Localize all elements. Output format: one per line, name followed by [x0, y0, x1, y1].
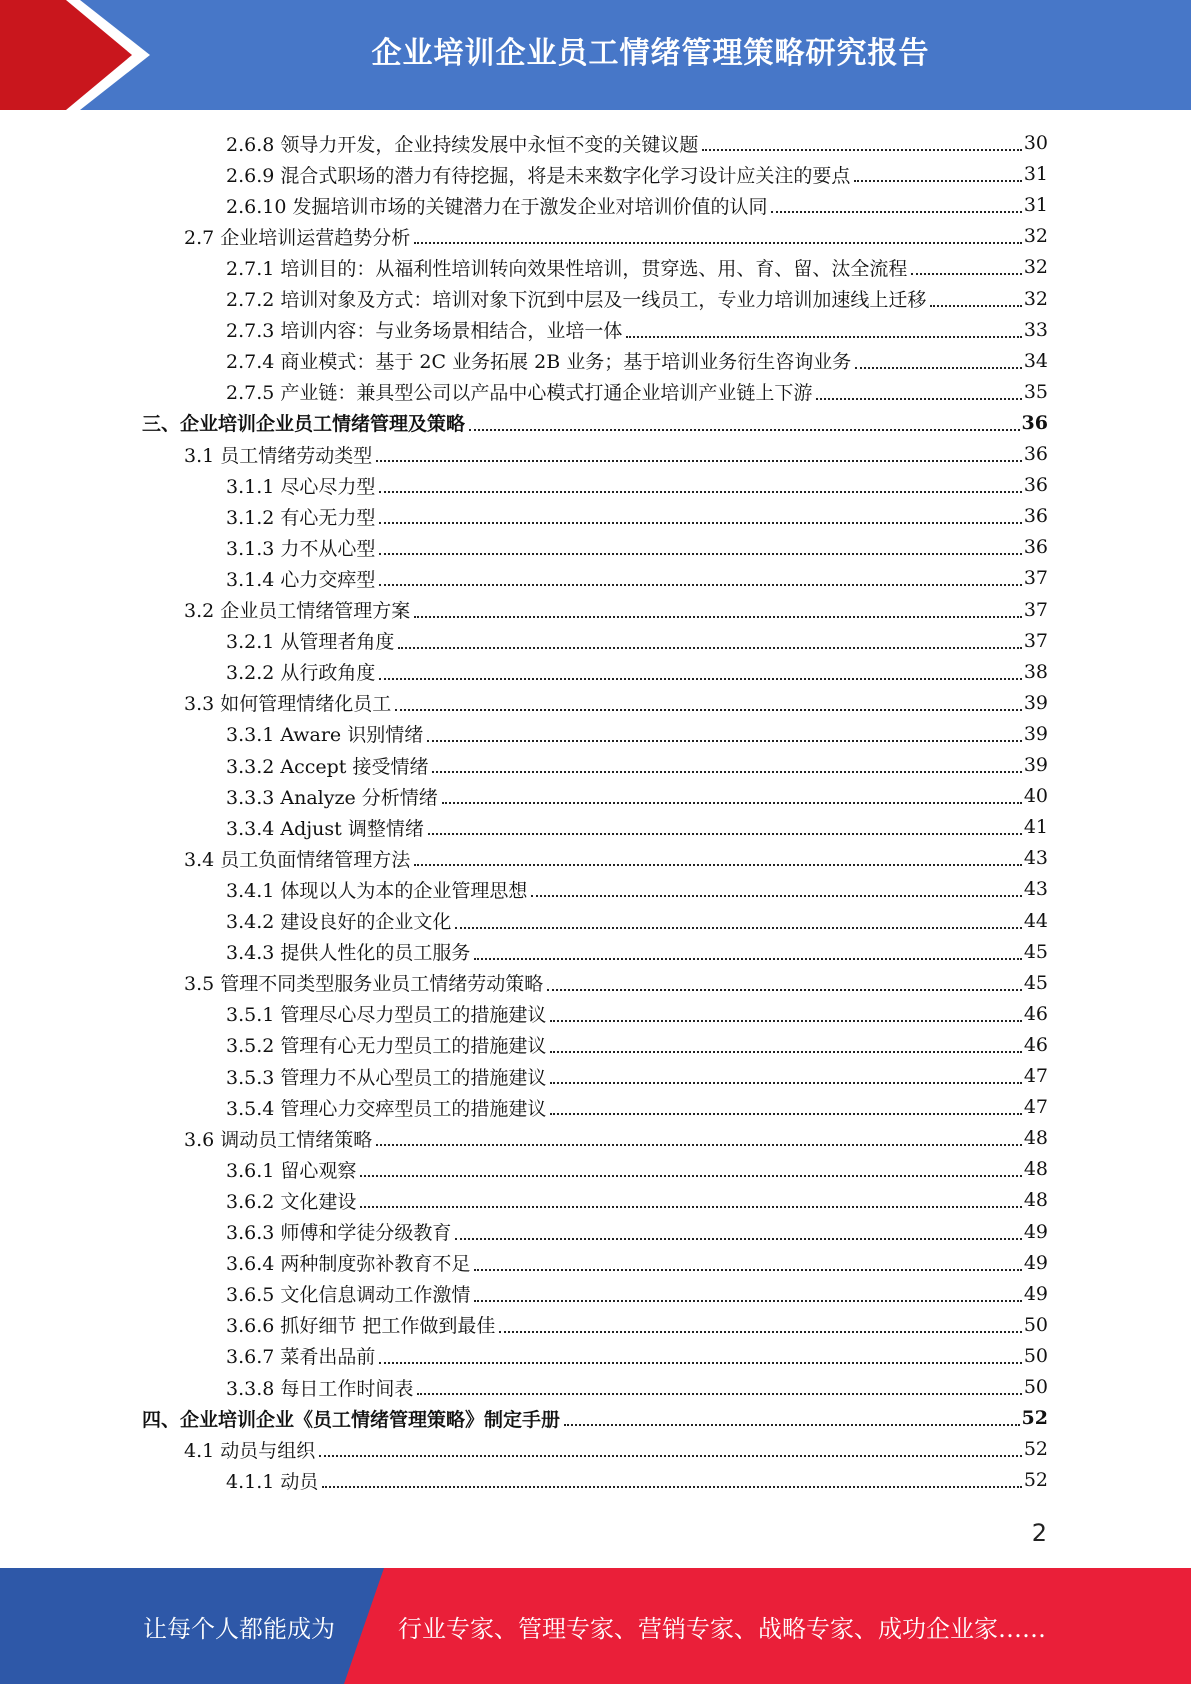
toc-entry[interactable] [184, 688, 1048, 718]
toc-entry-label: 3.2 企业员工情绪管理方案 [184, 600, 411, 622]
toc-entry-label: 3.3.1 Aware 识别情绪 [226, 724, 424, 747]
toc-entry-label: 2.6.9 混合式职场的潜力有待挖掘，将是未来数字化学习设计应关注的要点 [226, 164, 851, 187]
toc-entry-page: 33 [1023, 318, 1048, 341]
toc-dot-leader [417, 1371, 1021, 1395]
toc-entry-page: 41 [1023, 816, 1048, 839]
toc-entry[interactable] [226, 1092, 1048, 1122]
toc-entry-page: 49 [1023, 1220, 1048, 1243]
toc-entry-page: 34 [1023, 349, 1048, 372]
toc-entry[interactable] [226, 563, 1048, 593]
toc-entry-page: 31 [1023, 194, 1048, 217]
toc-entry-page: 43 [1023, 878, 1048, 901]
toc-entry[interactable] [226, 1279, 1048, 1309]
toc-entry-page: 52 [1021, 1407, 1048, 1430]
toc-entry[interactable] [226, 1061, 1048, 1091]
toc-entry-page: 39 [1023, 754, 1048, 776]
toc-entry-label: 3.2.1 从管理者角度 [226, 631, 395, 654]
toc-entry-label: 3.1.4 心力交瘁型 [226, 568, 376, 591]
toc-entry-page: 43 [1023, 847, 1048, 870]
toc-dot-leader [771, 189, 1021, 213]
toc-dot-leader [854, 158, 1021, 182]
toc-dot-leader [550, 1029, 1021, 1053]
toc-entry-page: 50 [1023, 1313, 1048, 1336]
toc-entry[interactable] [226, 657, 1048, 687]
toc-dot-leader [816, 376, 1021, 400]
toc-entry-page: 50 [1023, 1344, 1048, 1367]
toc-entry[interactable] [226, 470, 1048, 500]
toc-entry-page: 46 [1023, 1033, 1048, 1056]
toc-dot-leader [911, 251, 1021, 275]
document-title: 企业培训企业员工情绪管理策略研究报告 [371, 36, 930, 71]
toc-entry[interactable] [226, 1217, 1048, 1247]
toc-entry-page: 39 [1023, 691, 1048, 714]
toc-entry-label: 4.1.1 动员 [226, 1470, 319, 1493]
toc-dot-leader [930, 283, 1021, 307]
toc-dot-leader [626, 314, 1021, 338]
toc-entry[interactable] [226, 1372, 1048, 1402]
footer-slogan-left: 让每个人都能成为 [143, 1614, 335, 1643]
toc-entry-page: 36 [1021, 411, 1048, 434]
toc-entry-label: 3.5.4 管理心力交瘁型员工的措施建议 [226, 1097, 547, 1120]
toc-entry-label: 3.3.2 Accept 接受情绪 [226, 755, 429, 778]
toc-dot-leader [855, 345, 1022, 369]
toc-entry-page: 45 [1023, 940, 1048, 963]
toc-entry-label: 2.6.8 领导力开发，企业持续发展中永恒不变的关键议题 [226, 133, 699, 156]
toc-entry-label: 3.3 如何管理情绪化员工 [184, 693, 392, 716]
toc-entry[interactable] [226, 812, 1048, 842]
toc-entry[interactable] [226, 1185, 1048, 1215]
toc-entry[interactable] [226, 999, 1048, 1029]
toc-entry[interactable] [184, 1434, 1048, 1464]
toc-entry[interactable] [226, 781, 1048, 811]
toc-entry-page: 50 [1023, 1376, 1048, 1398]
footer-slogan-right: 行业专家、管理专家、营销专家、战略专家、成功企业家…… [398, 1614, 1046, 1643]
toc-entry-label: 3.6.7 菜肴出品前 [226, 1346, 376, 1369]
toc-entry-label: 2.7.1 培训目的：从福利性培训转向效果性培训，贯穿选、用、育、留、汰全流程 [226, 257, 908, 280]
toc-dot-leader [564, 1402, 1020, 1426]
toc-dot-leader [414, 220, 1022, 244]
toc-entry-label: 3.6.3 师傅和学徒分级教育 [226, 1222, 452, 1244]
toc-entry-page: 45 [1023, 971, 1048, 994]
toc-entry-label: 2.6.10 发掘培训市场的关键潜力在于激发企业对培训价值的认同 [226, 195, 768, 218]
toc-entry-label: 3.1.2 有心无力型 [226, 506, 376, 529]
toc-dot-leader [550, 1091, 1021, 1115]
toc-entry-label: 3.5.3 管理力不从心型员工的措施建议 [226, 1066, 547, 1089]
toc-dot-leader [414, 842, 1022, 866]
toc-dot-leader [379, 469, 1021, 493]
toc-entry-label: 3.3.3 Analyze 分析情绪 [226, 786, 438, 809]
toc-dot-leader [499, 1309, 1021, 1333]
toc-dot-leader [395, 687, 1022, 711]
toc-entry-label: 2.7 企业培训运营趋势分析 [184, 226, 411, 249]
page-number: 2 [1031, 1519, 1047, 1547]
toc-dot-leader [474, 1247, 1021, 1271]
toc-dot-leader [319, 1433, 1022, 1457]
toc-entry[interactable] [226, 315, 1048, 345]
toc-entry-page: 35 [1023, 380, 1048, 403]
toc-dot-leader [376, 1122, 1022, 1146]
toc-entry[interactable] [184, 843, 1048, 873]
toc-entry-label: 3.4.3 提供人性化的员工服务 [226, 942, 471, 965]
toc-entry-page: 36 [1023, 536, 1048, 559]
toc-entry[interactable] [226, 346, 1048, 376]
toc-entry-page: 47 [1023, 1065, 1048, 1087]
toc-entry-page: 48 [1023, 1189, 1048, 1212]
toc-dot-leader [360, 1184, 1021, 1208]
toc-entry[interactable] [226, 626, 1048, 656]
toc-entry-label: 3.6.2 文化建设 [226, 1190, 357, 1213]
toc-entry-page: 48 [1023, 1158, 1048, 1181]
toc-dot-leader [322, 1464, 1021, 1488]
toc-dot-leader [455, 1216, 1021, 1240]
toc-dot-leader [379, 562, 1021, 586]
toc-entry[interactable] [226, 159, 1048, 189]
toc-entry[interactable] [226, 1310, 1048, 1340]
toc-entry-page: 36 [1023, 474, 1048, 497]
toc-entry-page: 36 [1023, 443, 1048, 465]
toc-dot-leader [360, 1153, 1021, 1177]
toc-dot-leader [442, 780, 1022, 804]
toc-dot-leader [414, 594, 1022, 618]
toc-entry[interactable] [226, 501, 1048, 531]
toc-dot-leader [376, 438, 1022, 462]
toc-entry[interactable] [184, 968, 1048, 998]
toc-dot-leader [474, 936, 1021, 960]
toc-entry[interactable] [226, 1465, 1048, 1495]
toc-entry[interactable] [184, 439, 1048, 469]
toc-entry-page: 36 [1023, 505, 1048, 528]
toc-dot-leader [550, 998, 1021, 1022]
toc-entry-label: 3.1.1 尽心尽力型 [226, 475, 376, 498]
toc-entry[interactable] [226, 532, 1048, 562]
toc-entry-page: 44 [1023, 909, 1048, 932]
toc-entry-label: 3.4.2 建设良好的企业文化 [226, 911, 452, 933]
toc-entry[interactable] [226, 1248, 1048, 1278]
toc-dot-leader [432, 749, 1021, 773]
toc-entry-page: 52 [1023, 1469, 1048, 1492]
toc-entry-label: 3.6.6 抓好细节 把工作做到最佳 [226, 1315, 496, 1338]
toc-entry-label: 2.7.2 培训对象及方式：培训对象下沉到中层及一线员工，专业力培训加速线上迁移 [226, 289, 927, 311]
toc-entry-label: 2.7.5 产业链：兼具型公司以产品中心模式打通企业培训产业链上下游 [226, 382, 813, 405]
toc-entry[interactable] [184, 595, 1048, 625]
toc-entry-label: 三、企业培训企业员工情绪管理及策略 [142, 413, 466, 436]
toc-entry-label: 4.1 动员与组织 [184, 1439, 316, 1462]
toc-dot-leader [427, 718, 1022, 742]
toc-entry[interactable] [226, 1154, 1048, 1184]
toc-entry-label: 3.1.3 力不从心型 [226, 537, 376, 560]
toc-entry[interactable] [226, 190, 1048, 220]
toc-entry-label: 2.7.3 培训内容：与业务场景相结合，业培一体 [226, 320, 623, 343]
toc-dot-leader [379, 500, 1021, 524]
toc-entry-label: 3.5.2 管理有心无力型员工的措施建议 [226, 1035, 547, 1058]
toc-entry-page: 37 [1023, 567, 1048, 590]
toc-entry-page: 37 [1023, 598, 1048, 621]
toc-dot-leader [702, 127, 1021, 151]
red-arrow-icon [0, 0, 150, 110]
toc-dot-leader [379, 531, 1021, 555]
toc-entry[interactable] [226, 128, 1048, 158]
toc-entry[interactable] [184, 221, 1048, 251]
toc-entry[interactable] [226, 750, 1048, 780]
toc-entry[interactable] [226, 1030, 1048, 1060]
toc-entry-page: 46 [1023, 1002, 1048, 1025]
toc-entry-label: 四、企业培训企业《员工情绪管理策略》制定手册 [142, 1408, 561, 1431]
page-header [0, 0, 1191, 110]
toc-dot-leader [474, 1278, 1021, 1302]
toc-entry-page: 30 [1023, 132, 1048, 154]
toc-dot-leader [428, 811, 1022, 835]
toc-entry-page: 49 [1023, 1251, 1048, 1274]
toc-entry[interactable] [226, 377, 1048, 407]
toc-entry-label: 3.5.1 管理尽心尽力型员工的措施建议 [226, 1004, 547, 1027]
toc-entry-label: 3.3.8 每日工作时间表 [226, 1377, 414, 1400]
toc-entry[interactable] [184, 1123, 1048, 1153]
toc-dot-leader [547, 967, 1022, 991]
toc-entry-page: 40 [1023, 785, 1048, 808]
toc-entry-label: 3.3.4 Adjust 调整情绪 [226, 817, 424, 840]
toc-entry-page: 37 [1023, 629, 1048, 652]
toc-entry-page: 49 [1023, 1282, 1048, 1305]
toc-entry-page: 32 [1023, 256, 1048, 279]
toc-entry-label: 3.6 调动员工情绪策略 [184, 1128, 373, 1151]
toc-dot-leader [550, 1060, 1021, 1084]
toc-dot-leader [469, 407, 1020, 431]
toc-entry-label: 2.7.4 商业模式：基于 2C 业务拓展 2B 业务；基于培训业务衍生咨询业务 [226, 351, 852, 374]
toc-entry-page: 32 [1023, 287, 1048, 310]
toc-entry-page: 47 [1023, 1096, 1048, 1119]
toc-entry[interactable] [142, 408, 1048, 438]
toc-entry[interactable] [226, 937, 1048, 967]
page-footer [0, 1568, 1191, 1684]
toc-entry-label: 3.6.4 两种制度弥补教育不足 [226, 1253, 471, 1276]
toc-dot-leader [455, 905, 1021, 929]
toc-entry-label: 3.6.1 留心观察 [226, 1159, 357, 1182]
toc-entry[interactable] [142, 1403, 1048, 1433]
toc-dot-leader [379, 1340, 1021, 1364]
toc-dot-leader [379, 656, 1021, 680]
toc-entry-label: 3.4.1 体现以人为本的企业管理思想 [226, 879, 528, 902]
toc-entry-label: 3.1 员工情绪劳动类型 [184, 444, 373, 467]
toc-entry-page: 31 [1023, 163, 1048, 186]
toc-entry-label: 3.4 员工负面情绪管理方法 [184, 848, 411, 871]
toc-entry[interactable] [226, 874, 1048, 904]
toc-entry-page: 39 [1023, 722, 1048, 745]
toc-entry[interactable] [226, 1341, 1048, 1371]
toc-entry[interactable] [226, 719, 1048, 749]
toc-dot-leader [531, 873, 1021, 897]
toc-entry-page: 38 [1023, 660, 1048, 683]
toc-entry[interactable] [226, 284, 1048, 314]
toc-entry-page: 48 [1023, 1127, 1048, 1150]
toc-dot-leader [398, 625, 1021, 649]
toc-entry-page: 32 [1023, 225, 1048, 248]
toc-entry-label: 3.6.5 文化信息调动工作激情 [226, 1284, 471, 1307]
toc-entry[interactable] [226, 906, 1048, 936]
toc-entry-page: 52 [1023, 1438, 1048, 1461]
toc-entry[interactable] [226, 252, 1048, 282]
toc-entry-label: 3.5 管理不同类型服务业员工情绪劳动策略 [184, 973, 544, 996]
toc-entry-label: 3.2.2 从行政角度 [226, 662, 376, 685]
